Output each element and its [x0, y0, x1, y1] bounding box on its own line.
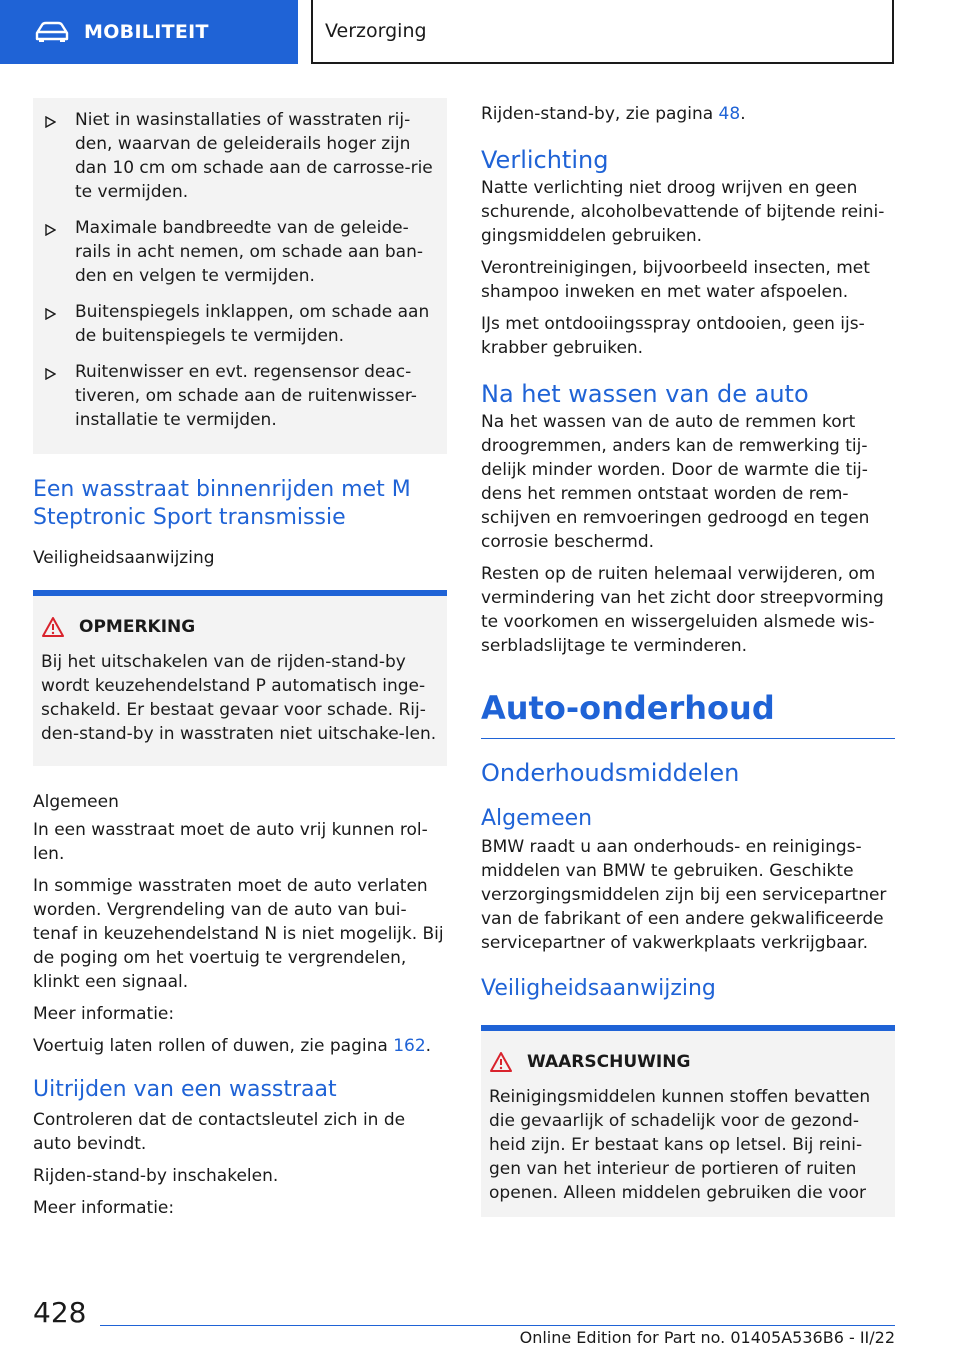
heading-after-wash: Na het wassen van de auto: [481, 380, 809, 408]
page-reference: Rijden-stand-by, zie pagina 48.: [481, 104, 746, 124]
general-paragraph: In een wasstraat moet de auto vrij kunnen rol-len.: [33, 820, 428, 864]
heading-lights: Verlichting: [481, 146, 609, 174]
page-link[interactable]: 162: [393, 1036, 426, 1056]
warning-icon: [489, 1051, 513, 1073]
notice-header: [41, 616, 439, 638]
list-item: [33, 296, 447, 356]
lights-paragraph: Natte verlichting niet droog wrijven en geen schurende, alcoholbevattende of bijtende reini-gingsmiddelen gebruiken.: [481, 178, 885, 246]
car-icon: [34, 21, 70, 43]
list-item: [33, 356, 447, 440]
edition-text: Online Edition for Part no. 01405A536B6 - II/22: [519, 1328, 895, 1347]
after-paragraph: Na het wassen van de auto de remmen kort droogremmen, anders kan de remwerking tij-delijk minder worden. Door de warmte die tij-dens het remmen ontstaat worden de rem-schijven en remvoeringen gedroogd en tegen corrosie beschermd.: [481, 412, 870, 552]
list-item: [33, 104, 447, 212]
left-column: [33, 98, 447, 1220]
exit-paragraph: Controleren dat de contactsleutel zich in de auto bevindt.: [33, 1110, 406, 1154]
heading-general: Algemeen: [481, 806, 593, 831]
notice-box: [33, 590, 447, 766]
right-column: [481, 98, 895, 1217]
triangle-bullet-icon: [45, 308, 56, 320]
warning-header: [489, 1051, 887, 1073]
after-paragraph: Resten op de ruiten helemaal verwijderen, om vermindering van het zicht door streepvorming te voorkomen en wissergeluiden alsmede wis-serbladslijtage te verminderen.: [481, 564, 884, 656]
list-item-text: Buitenspiegels inklappen, om schade aan de buitenspiegels te vermijden.: [75, 302, 430, 346]
more-info-label: Meer informatie:: [33, 1198, 175, 1218]
more-info-label: Meer informatie:: [33, 1004, 175, 1024]
precaution-list: [33, 98, 447, 454]
page-number: 428: [33, 1296, 87, 1329]
warning-title: WAARSCHUWING: [527, 1052, 691, 1072]
warning-icon: [41, 616, 65, 638]
general-label: Algemeen: [33, 792, 119, 812]
chapter-title: Verzorging: [311, 0, 894, 64]
list-item: [33, 212, 447, 296]
heading-drive-in: Een wasstraat binnenrijden met M Steptronic Sport transmissie: [33, 477, 411, 530]
triangle-bullet-icon: [45, 116, 56, 128]
section-tab: [0, 0, 298, 64]
warning-text: Reinigingsmiddelen kunnen stoffen bevatten die gevaarlijk of schadelijk voor de gezond-heid zijn. Er bestaat kans op letsel. Bij reini-gen van het interieur de portieren of ruiten openen. Alleen middelen gebruiken die voor: [489, 1087, 871, 1203]
list-item-text: Niet in wasinstallaties of wasstraten rij-den, waarvan de geleiderails hoger zijn dan 10 cm om schade aan de carrosse-rie te vermijden.: [75, 110, 433, 202]
triangle-bullet-icon: [45, 368, 56, 380]
section-title: MOBILITEIT: [84, 21, 209, 43]
list-item-text: Ruitenwisser en evt. regensensor deac-tiveren, om schade aan de ruitenwisser-installatie te vermijden.: [75, 362, 417, 430]
heading-exit: Uitrijden van een wasstraat: [33, 1077, 337, 1102]
exit-paragraph: Rijden-stand-by inschakelen.: [33, 1166, 279, 1186]
page-link[interactable]: 48: [718, 104, 741, 124]
general-paragraph: In sommige wasstraten moet de auto verlaten worden. Vergrendeling van de auto van bui-tenaf in keuzehendelstand N is niet mogelijk. Bij de poging om het voertuig te vergrendelen, klinkt een signaal.: [33, 876, 444, 992]
safety-label: Veiligheidsaanwijzing: [33, 548, 215, 568]
lights-paragraph: Verontreinigingen, bijvoorbeeld insecten, met shampoo inweken en met water afspoelen.: [481, 258, 870, 302]
list-item-text: Maximale bandbreedte van de geleide-rails in acht nemen, om schade aan ban-den en velgen te vermijden.: [75, 218, 424, 286]
warning-box: [481, 1025, 895, 1217]
divider: [481, 738, 895, 739]
heading-care-products: Onderhoudsmiddelen: [481, 759, 740, 787]
heading-maintenance: Auto-onderhoud: [481, 689, 775, 727]
heading-safety: Veiligheidsaanwijzing: [481, 976, 716, 1001]
triangle-bullet-icon: [45, 224, 56, 236]
page-reference: Voertuig laten rollen of duwen, zie pagina 162.: [33, 1036, 432, 1056]
lights-paragraph: IJs met ontdooiingsspray ontdooien, geen ijs-krabber gebruiken.: [481, 314, 865, 358]
notice-title: OPMERKING: [79, 617, 196, 637]
notice-text: Bij het uitschakelen van de rijden-stand-by wordt keuzehendelstand P automatisch inge-schakeld. Er bestaat gevaar voor schade. Rij-den-stand-by in wasstraten niet uitschake-len.: [41, 652, 437, 744]
footer-divider: [100, 1325, 895, 1326]
general-paragraph: BMW raadt u aan onderhouds- en reinigings-middelen van BMW te gebruiken. Geschikte verzorgingsmiddelen zijn bij een servicepartner van de fabrikant of een andere gekwalificeerde servicepartner of vakwerkplaats verkrijgbaar.: [481, 837, 887, 953]
